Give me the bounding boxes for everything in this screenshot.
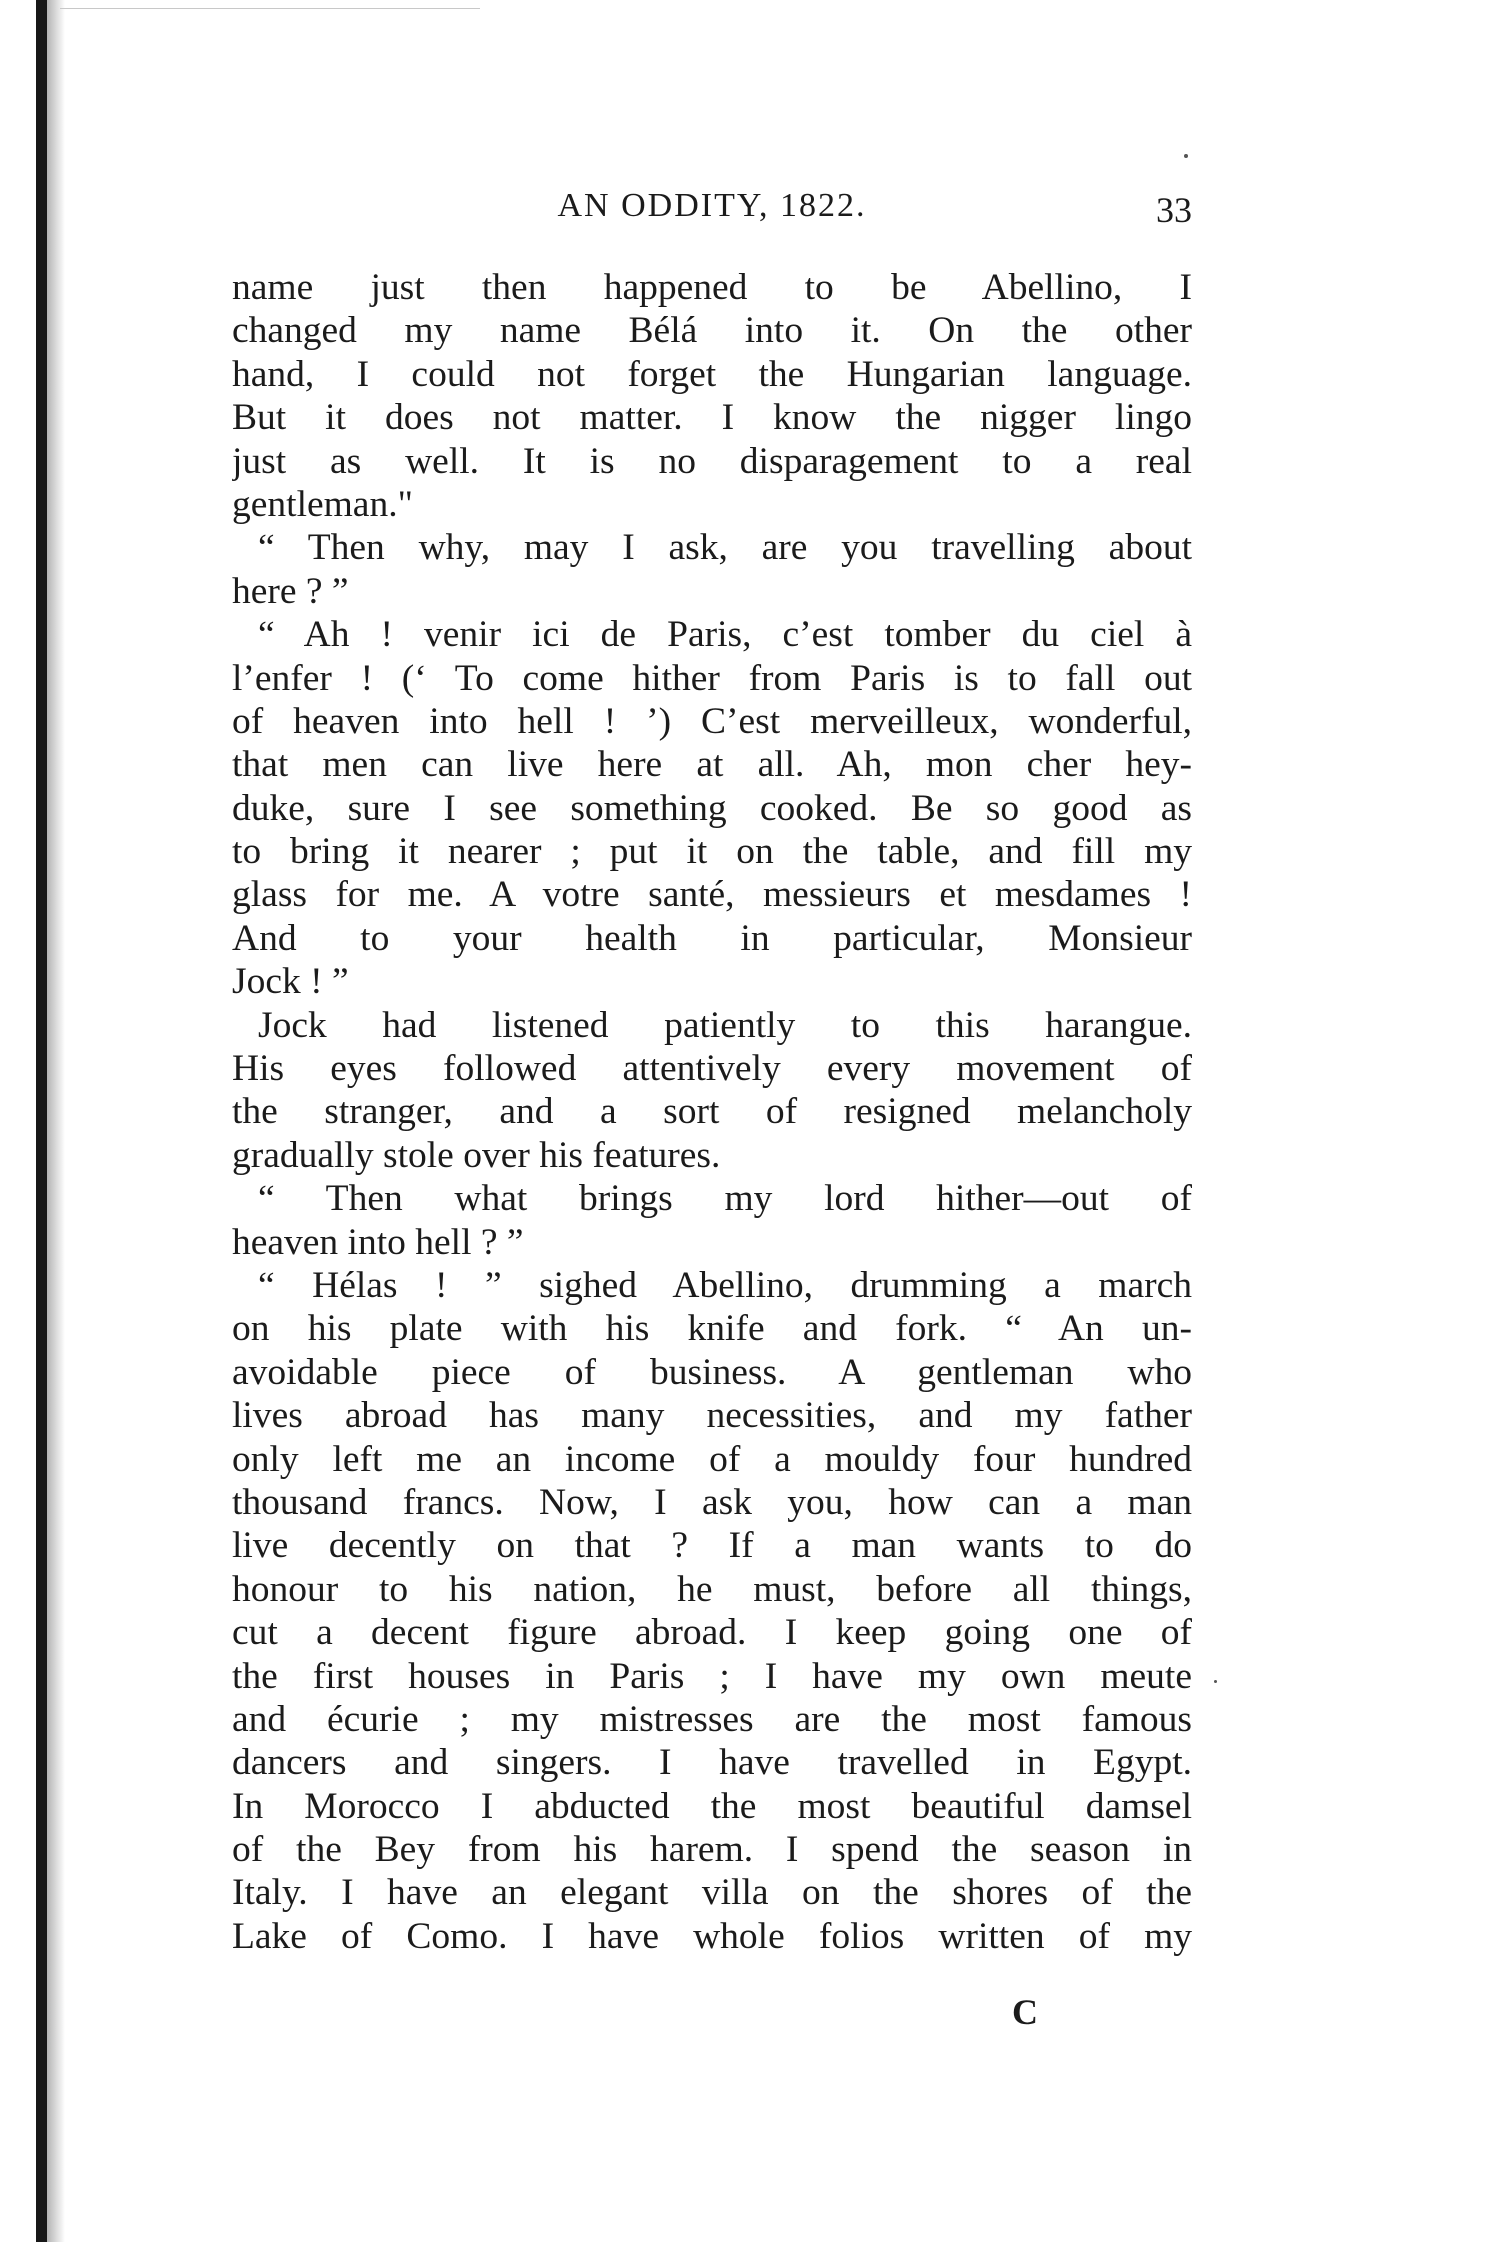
text-line: to bring it nearer ; put it on the table, and fill my [232,831,1192,873]
text-line: gentleman." [232,483,413,525]
text-line: and écurie ; my mistresses are the most famous [232,1698,1192,1740]
running-title: AN ODDITY, 1822. [557,187,867,224]
text-line: “ Then what brings my lord hither—out of [258,1178,1192,1220]
text-line: cut a decent figure abroad. I keep going one of [232,1612,1192,1654]
page-number: 33 [1156,190,1192,230]
text-line: heaven into hell ? ” [232,1221,524,1263]
text-line: here ? ” [232,570,349,612]
text-line: just as well. It is no disparagement to a real [232,440,1192,482]
text-line: hand, I could not forget the Hungarian language. [232,353,1192,395]
text-line: His eyes followed attentively every movement of [232,1048,1192,1090]
ink-speck [1214,1680,1217,1683]
text-line: only left me an income of a mouldy four hundred [232,1438,1192,1480]
top-rule [60,8,480,9]
ink-speck [1184,154,1188,158]
text-line: avoidable piece of business. A gentleman who [232,1351,1192,1393]
text-line: of heaven into hell ! ’) C’est merveilleux, wonderful, [232,700,1192,742]
signature-mark: C [1012,1992,1038,2032]
text-line: And to your health in particular, Monsieur [232,917,1192,959]
text-line: l’enfer ! (‘ To come hither from Paris is to fall out [232,657,1192,699]
text-line: thousand francs. Now, I ask you, how can a man [232,1481,1192,1523]
text-line: name just then happened to be Abellino, I [232,267,1192,308]
text-line: the stranger, and a sort of resigned melancholy [232,1091,1192,1133]
text-line: gradually stole over his features. [232,1134,721,1176]
text-line: honour to his nation, he must, before all things, [232,1568,1192,1610]
page-header [232,182,1192,242]
body-text [232,266,1192,1958]
text-line: Jock ! ” [232,961,349,1003]
text-line: glass for me. A votre santé, messieurs et mesdames ! [232,874,1192,916]
binding-shadow [47,0,65,2242]
page-edge-shadow [36,0,47,2242]
text-line: Italy. I have an elegant villa on the shores of the [232,1872,1192,1914]
text-line: the first houses in Paris ; I have my own meute [232,1655,1192,1697]
text-line: live decently on that ? If a man wants to do [232,1525,1192,1567]
text-line: “ Ah ! venir ici de Paris, c’est tomber du ciel à [258,614,1192,656]
text-line: But it does not matter. I know the nigger lingo [232,397,1192,439]
text-line: of the Bey from his harem. I spend the season in [232,1829,1192,1871]
text-line: changed my name Bélá into it. On the other [232,310,1192,352]
text-line: In Morocco I abducted the most beautiful damsel [232,1785,1192,1827]
text-line: duke, sure I see something cooked. Be so good as [232,787,1192,829]
text-line: “ Then why, may I ask, are you travelling about [258,527,1192,569]
text-line: that men can live here at all. Ah, mon cher hey- [232,744,1192,786]
text-line: on his plate with his knife and fork. “ An un- [232,1308,1192,1350]
text-line: lives abroad has many necessities, and my father [232,1395,1192,1437]
text-line: “ Hélas ! ” sighed Abellino, drumming a march [258,1264,1192,1306]
text-line: Lake of Como. I have whole folios written of my [232,1915,1192,1957]
text-line: Jock had listened patiently to this harangue. [258,1004,1192,1046]
text-line: dancers and singers. I have travelled in Egypt. [232,1742,1192,1784]
